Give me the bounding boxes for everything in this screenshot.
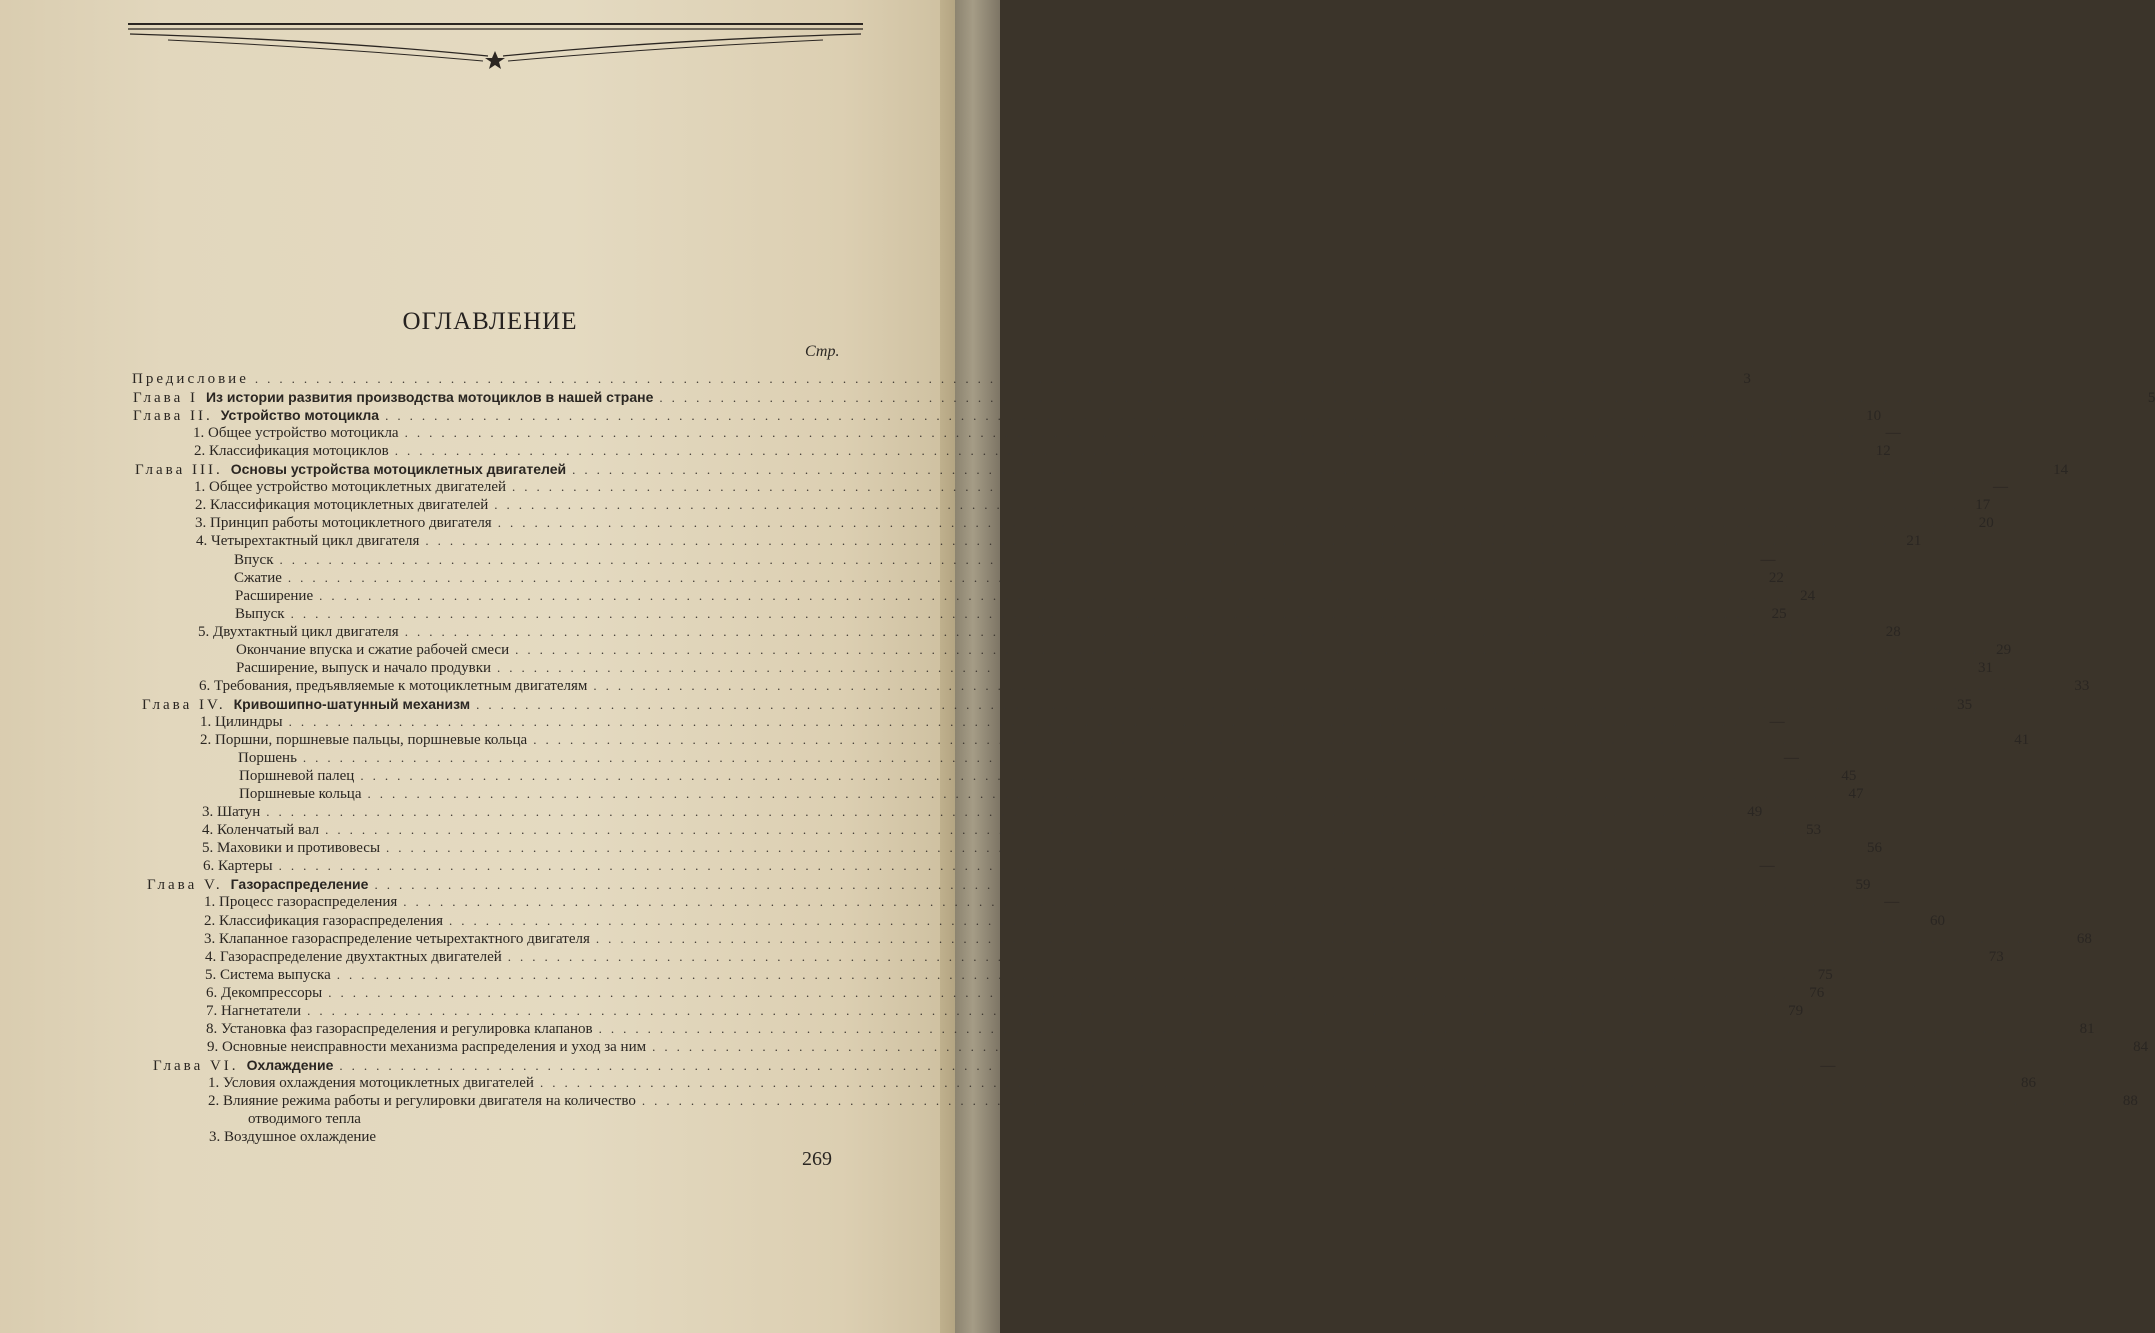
leader-dots: ........................................................................................................................ xyxy=(288,713,1759,729)
toc-page-number: 5 xyxy=(2147,390,2155,407)
toc-entry-label: 1. Условия охлаждения мотоциклетных двигателей xyxy=(208,1074,534,1091)
leader-dots: ........................................................................................................................ xyxy=(425,533,1896,549)
leader-dots: ........................................................................................................................ xyxy=(641,1093,2112,1108)
toc-entry-label: 4. Газораспределение двухтактных двигателей xyxy=(205,948,502,965)
toc-entry-label xyxy=(142,695,470,714)
leader-dots: ........................................................................................................................ xyxy=(287,569,1758,585)
toc-entry xyxy=(194,442,1891,460)
leader-dots: ........................................................................................................................ xyxy=(290,605,1761,621)
toc-page-number: 68 xyxy=(2076,930,2092,947)
toc-entry xyxy=(204,912,1945,930)
toc-entry-label: 5. Маховики и противовесы xyxy=(202,840,381,857)
toc-page-number: 21 xyxy=(1906,533,1922,550)
leader-dots: ........................................................................................................................ xyxy=(328,984,1799,1000)
leader-dots: ........................................................................................................................ xyxy=(652,1038,2123,1054)
leader-dots: ........................................................................................................................ xyxy=(325,822,1796,838)
leader-dots: ........................................................................................................................ xyxy=(266,804,1737,820)
toc-page-number: 56 xyxy=(1867,840,1883,857)
leader-dots: ........................................................................................................................ xyxy=(278,858,1749,874)
leader-dots: ........................................................................................................................ xyxy=(404,623,1875,639)
toc-entry-label: Расширение, выпуск и начало продувки xyxy=(236,659,492,676)
chapter-number: Глава III. xyxy=(135,462,223,479)
chapter-title: Кривошипно-шатунный механизм xyxy=(233,695,471,712)
toc-page-number: 41 xyxy=(2014,732,2030,748)
toc-entry xyxy=(202,821,1822,839)
toc-page-number: — xyxy=(1885,425,1901,442)
toc-entry xyxy=(205,948,2004,966)
toc-entry xyxy=(135,460,2069,479)
toc-entry xyxy=(248,1110,848,1128)
toc-page-number: 33 xyxy=(2074,677,2090,694)
toc-entry xyxy=(195,496,1991,514)
chapter-number: Глава V. xyxy=(147,877,223,894)
toc-page-number: 35 xyxy=(1957,696,1973,713)
toc-entry xyxy=(204,930,2092,948)
leader-dots: ........................................................................................................................ xyxy=(302,750,1773,766)
toc-page-number: 10 xyxy=(1866,408,1882,425)
leader-dots: ........................................................................................................................ xyxy=(598,1020,2069,1036)
toc-entry xyxy=(195,514,1994,532)
leader-dots: ........................................................................................................................ xyxy=(497,659,1968,675)
toc-entry-label xyxy=(147,875,368,894)
toc-entry-label: Предисловие xyxy=(132,371,249,387)
toc-page-number: — xyxy=(1769,713,1785,730)
toc-entry xyxy=(193,424,1901,442)
toc-entry xyxy=(235,587,1816,605)
toc-page-number: — xyxy=(1760,551,1776,568)
toc-page-number: 79 xyxy=(1788,1002,1804,1019)
toc-entry-label: Поршневой палец xyxy=(239,768,355,785)
leader-dots: ........................................................................................................................ xyxy=(279,551,1750,567)
toc-page-number: 24 xyxy=(1800,587,1816,604)
toc-page-number: 75 xyxy=(1817,966,1833,983)
toc-entry-label: 6. Требования, предъявляемые к мотоциклетным двигателям xyxy=(199,677,588,694)
toc-entry-label: 4. Четырехтактный цикл двигателя xyxy=(196,533,420,550)
toc-entry-label: Поршень xyxy=(238,750,297,767)
toc-page-number: — xyxy=(1820,1057,1836,1074)
leader-dots: ........................................................................................................................ xyxy=(497,515,1968,531)
toc-entry-label: 2. Классификация газораспределения xyxy=(204,912,443,929)
toc-entry xyxy=(133,406,1882,425)
leader-dots: ........................................................................................................................ xyxy=(367,786,1838,802)
toc-entry-label: Выпуск xyxy=(235,605,285,622)
leader-dots: ........................................................................................................................ xyxy=(319,587,1790,603)
toc-entry xyxy=(239,785,1864,803)
toc-entry xyxy=(204,893,1900,911)
toc-page-number: — xyxy=(1884,894,1900,911)
leader-dots: ........................................................................................................................ xyxy=(449,912,1919,928)
leader-dots: ........................................................................................................................ xyxy=(476,696,1947,712)
toc-entry-label: 8. Установка фаз газораспределения и регулировка клапанов xyxy=(206,1020,593,1037)
toc-entry-label: 1. Цилиндры xyxy=(200,713,283,730)
leader-dots: ........................................................................................................................ xyxy=(374,877,1845,893)
chapter-title: Из истории развития производства мотоциклов в нашей стране xyxy=(205,389,654,406)
toc-entry-label: 2. Классификация мотоциклов xyxy=(194,443,389,460)
toc-entry xyxy=(147,875,1871,894)
leader-dots: ........................................................................................................................ xyxy=(539,1074,2010,1090)
toc-entry xyxy=(196,532,1922,550)
toc-entry xyxy=(206,1002,1804,1020)
toc-entry-label: 7. Нагнетатели xyxy=(206,1002,302,1019)
leader-dots: ........................................................................................................................ xyxy=(394,443,1865,459)
leader-dots: ........................................................................................................................ xyxy=(595,930,2066,946)
toc-entry-label: Окончание впуска и сжатие рабочей смеси xyxy=(236,641,510,658)
toc-page-number: 53 xyxy=(1806,822,1822,839)
toc-page-number: 59 xyxy=(1855,877,1871,894)
toc-entry xyxy=(132,370,1751,388)
leader-dots: ........................................................................................................................ xyxy=(336,966,1807,982)
page-title: ОГЛАВЛЕНИЕ xyxy=(402,308,578,335)
toc-page-number: 14 xyxy=(2053,462,2069,479)
toc-entry xyxy=(200,713,1785,731)
toc-entry xyxy=(206,1020,2095,1038)
toc-page-number: 47 xyxy=(1848,786,1864,803)
toc-entry-label: 3. Клапанное газораспределение четырехтактного двигателя xyxy=(204,930,590,947)
toc-entry xyxy=(202,839,1883,857)
toc-entry xyxy=(234,569,1784,587)
toc-entry-label: 3. Воздушное охлаждение xyxy=(209,1129,377,1146)
toc-page-number: 12 xyxy=(1875,443,1891,460)
chapter-title: Охлаждение xyxy=(246,1056,334,1073)
leader-dots: ........................................................................................................................ xyxy=(386,840,1857,856)
leader-dots: ........................................................................................................................ xyxy=(507,948,1978,964)
toc-entry-label: Впуск xyxy=(234,551,274,568)
leader-dots: ........................................................................................................................ xyxy=(572,462,2043,478)
leader-dots: ........................................................................................................................ xyxy=(593,677,2064,693)
toc-entry xyxy=(206,984,1825,1002)
toc-entry-label: 2. Поршни, поршневые пальцы, поршневые кольца xyxy=(200,732,528,748)
toc-page-number: — xyxy=(1993,479,2009,496)
leader-dots: ........................................................................................................................ xyxy=(659,390,2130,406)
toc-entry xyxy=(203,857,1775,875)
toc-page-number: 81 xyxy=(2079,1020,2095,1037)
leader-dots: ........................................................................................................................ xyxy=(307,1002,1778,1018)
toc-entry-label: Сжатие xyxy=(234,569,282,586)
toc-entry xyxy=(235,605,1787,623)
toc-page-number: — xyxy=(1783,750,1799,767)
toc-entry-label: Поршневые кольца xyxy=(239,786,362,803)
leader-dots: ........................................................................................................................ xyxy=(403,894,1874,910)
toc-entry xyxy=(238,749,1799,767)
page-number: 269 xyxy=(802,1148,832,1170)
toc-page-number: 28 xyxy=(1885,623,1901,640)
leader-dots: ........................................................................................................................ xyxy=(515,641,1986,657)
toc-entry-label: 9. Основные неисправности механизма распределения и уход за ним xyxy=(207,1038,647,1055)
toc-entry-label xyxy=(153,1056,333,1075)
toc-page-number: — xyxy=(1759,858,1775,875)
toc-entry xyxy=(209,1128,848,1146)
leader-dots: ........................................................................................................................ xyxy=(404,425,1875,441)
toc-entry xyxy=(208,1092,2138,1110)
toc-entry xyxy=(202,803,1763,821)
toc-page-number: 22 xyxy=(1768,569,1784,586)
toc-entry-label: 6. Декомпрессоры xyxy=(206,984,323,1001)
toc-entry-label: 4. Коленчатый вал xyxy=(202,822,320,839)
leader-dots: ........................................................................................................................ xyxy=(494,497,1965,513)
toc-entry-label: Расширение xyxy=(235,587,314,604)
toc-page-number: 3 xyxy=(1743,371,1751,387)
leader-dots: ........................................................................................................................ xyxy=(254,371,1725,386)
toc-entry-label: 1. Процесс газораспределения xyxy=(204,894,398,911)
toc-entry xyxy=(239,767,1857,785)
toc-entry xyxy=(236,641,2012,659)
toc-page-number: 86 xyxy=(2020,1074,2036,1091)
chapter-number: Глава I xyxy=(133,390,198,407)
toc-page-number: 60 xyxy=(1930,912,1945,929)
toc-page-number: 45 xyxy=(1841,768,1857,785)
page-column-label: Стр. xyxy=(805,343,840,360)
toc-entry xyxy=(200,731,2030,749)
toc-page-number: 49 xyxy=(1747,804,1763,821)
toc-entry-label: 2. Влияние режима работы и регулировки двигателя на количество xyxy=(208,1093,636,1109)
toc-page-number: 73 xyxy=(1988,948,2004,965)
toc-entry-label xyxy=(135,460,566,479)
chapter-title: Газораспределение xyxy=(230,876,369,893)
leader-dots: ........................................................................................................................ xyxy=(533,732,2004,747)
leader-dots: ........................................................................................................................ xyxy=(360,768,1831,784)
toc-entry-label xyxy=(133,406,379,425)
leader-dots: ........................................................................................................................ xyxy=(385,408,1856,424)
toc-entry xyxy=(234,551,1776,569)
toc-entry-label: 3. Принцип работы мотоциклетного двигателя xyxy=(195,515,492,532)
toc-entry-label: 5. Двухтактный цикл двигателя xyxy=(198,623,399,640)
toc-page-number: 25 xyxy=(1771,605,1787,622)
toc-page-number: 29 xyxy=(1996,641,2012,658)
chapter-number: Глава II. xyxy=(133,408,213,425)
toc-entry-label: 1. Общее устройство мотоциклетных двигателей xyxy=(194,479,507,496)
toc-entry-label: 2. Классификация мотоциклетных двигателей xyxy=(195,497,489,514)
toc-entry xyxy=(153,1056,1836,1074)
toc-entry xyxy=(199,677,2090,695)
toc-entry-label: 5. Система выпуска xyxy=(205,966,331,983)
chapter-number: Глава IV. xyxy=(142,696,226,713)
toc-entry xyxy=(198,623,1901,641)
toc-entry xyxy=(207,1038,2149,1056)
toc-entry-label: 6. Картеры xyxy=(203,858,273,875)
toc-page-number: 20 xyxy=(1978,515,1994,532)
toc-entry-label: 1. Общее устройство мотоцикла xyxy=(193,425,399,442)
chapter-title: Устройство мотоцикла xyxy=(220,407,380,424)
leader-dots: ........................................................................................................................ xyxy=(512,479,1983,495)
toc-page-number: 76 xyxy=(1809,984,1825,1001)
toc-entry xyxy=(142,695,1973,713)
leader-dots: ........................................................................................................................ xyxy=(339,1057,1810,1073)
toc-entry-label xyxy=(133,388,653,407)
toc-entry xyxy=(205,966,1833,984)
toc-page-number: 17 xyxy=(1975,497,1991,514)
toc-page-number: 88 xyxy=(2122,1093,2138,1109)
toc-entry xyxy=(236,659,1994,677)
toc-entry-label: отводимого тепла xyxy=(248,1111,361,1128)
chapter-title: Основы устройства мотоциклетных двигателей xyxy=(230,461,567,478)
chapter-number: Глава VI. xyxy=(153,1057,239,1074)
toc-entry xyxy=(194,478,2009,496)
toc-entry xyxy=(208,1074,2036,1092)
toc-page-number: 84 xyxy=(2133,1038,2149,1055)
toc-entry xyxy=(133,388,2155,407)
toc-entry-label: 3. Шатун xyxy=(202,804,261,821)
toc-page-number: 31 xyxy=(1978,659,1994,676)
